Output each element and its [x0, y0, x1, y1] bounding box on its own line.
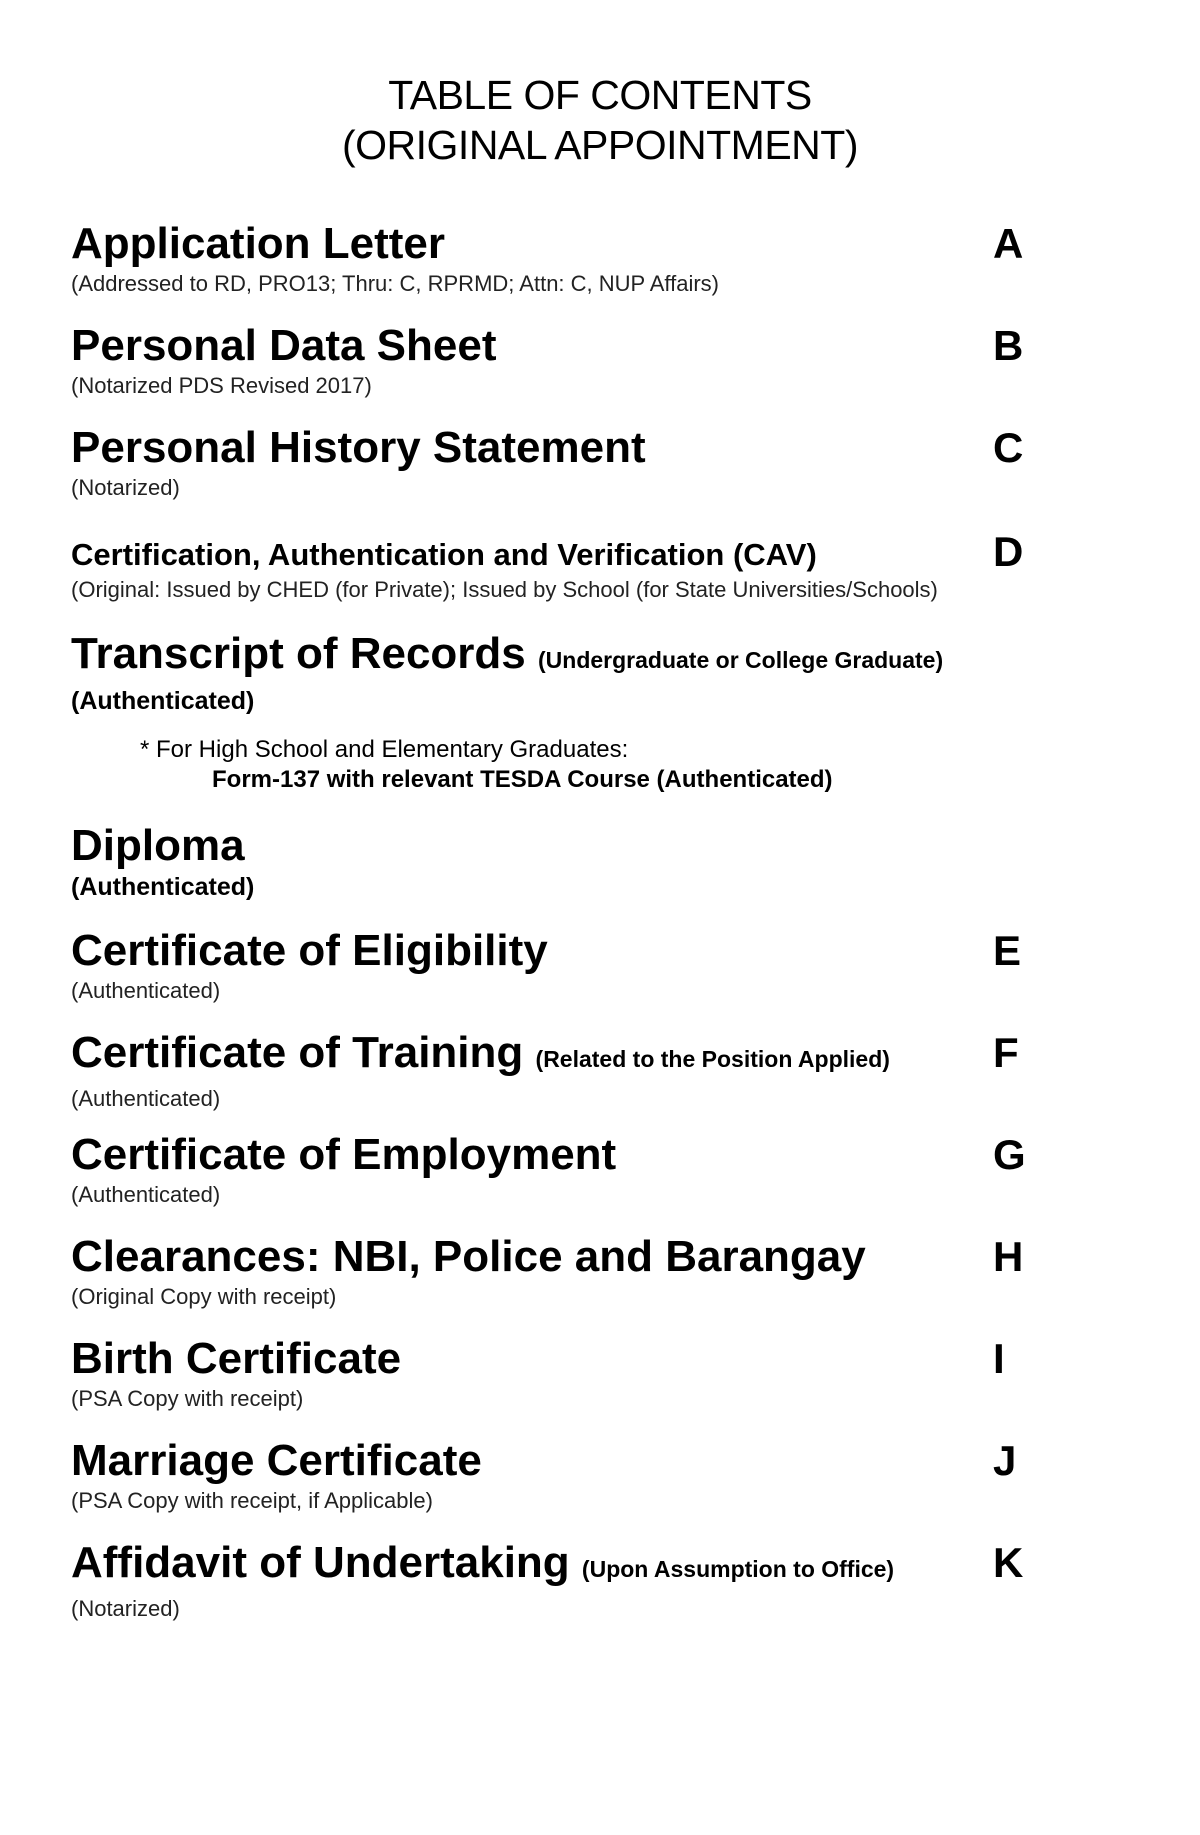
high-school-note — [140, 735, 1040, 795]
entry-note: (Original Copy with receipt) — [71, 1284, 337, 1309]
entry-note: (Authenticated) — [71, 1182, 221, 1207]
entry-heading-text: Transcript of Records — [71, 629, 526, 678]
tab-letter: K — [993, 1539, 1024, 1586]
toc-entry-cav — [71, 534, 1071, 604]
tab-letter: C — [993, 424, 1024, 471]
entry-note: (Addressed to RD, PRO13; Thru: C, RPRMD; Attn: C, NUP Affairs) — [71, 271, 719, 296]
entry-heading: Birth Certificate — [71, 1334, 402, 1383]
toc-entry-personal-data-sheet — [71, 320, 1071, 400]
entry-heading: Certificate of Eligibility — [71, 926, 548, 975]
entry-heading: Marriage Certificate — [71, 1436, 482, 1485]
toc-entry-application-letter — [71, 218, 1071, 298]
entry-heading: Personal Data Sheet — [71, 321, 497, 370]
tab-letter: D — [993, 528, 1024, 575]
tab-letter: I — [993, 1335, 1005, 1382]
entry-heading-text: Affidavit of Undertaking — [71, 1538, 570, 1587]
hs-note-line-1: * For High School and Elementary Graduates: — [140, 736, 629, 763]
entry-note: (Authenticated) — [71, 873, 255, 901]
entry-heading: Clearances: NBI, Police and Barangay — [71, 1232, 866, 1281]
tab-letter: A — [993, 220, 1024, 267]
toc-entry-diploma — [71, 820, 1071, 902]
title-line-2: (ORIGINAL APPOINTMENT) — [342, 122, 858, 168]
toc-entry-marriage-certificate — [71, 1435, 1071, 1515]
toc-entry-personal-history-statement — [71, 422, 1071, 502]
tab-letter: J — [993, 1437, 1017, 1484]
entry-heading — [71, 628, 1071, 686]
entry-heading — [71, 1537, 1071, 1595]
document-title — [0, 70, 1200, 170]
entry-heading: Certificate of Employment — [71, 1130, 617, 1179]
entry-heading: Personal History Statement — [71, 423, 646, 472]
entry-heading: Certification, Authentication and Verification (CAV) — [71, 537, 817, 572]
hs-note-line-2: Form-137 with relevant TESDA Course (Authenticated) — [212, 766, 833, 793]
toc-entry-transcript-of-records — [71, 628, 1071, 716]
toc-entry-affidavit-of-undertaking — [71, 1537, 1071, 1623]
entry-heading: Diploma — [71, 821, 245, 870]
entry-heading-text: Certificate of Training — [71, 1028, 524, 1077]
entry-note: (Authenticated) — [71, 687, 255, 715]
toc-entry-clearances — [71, 1231, 1071, 1311]
toc-entry-certificate-of-training — [71, 1027, 1071, 1113]
tab-letter: F — [993, 1029, 1019, 1076]
entry-note: (Notarized) — [71, 1596, 180, 1621]
entry-note: (Notarized) — [71, 475, 180, 500]
entry-heading: Application Letter — [71, 219, 446, 268]
toc-entry-certificate-of-employment — [71, 1129, 1071, 1209]
toc-entry-birth-certificate — [71, 1333, 1071, 1413]
tab-letter: H — [993, 1233, 1024, 1280]
entry-note: (Authenticated) — [71, 978, 221, 1003]
entry-note: (Notarized PDS Revised 2017) — [71, 373, 372, 398]
entry-inline-note: (Related to the Position Applied) — [535, 1046, 890, 1072]
entry-inline-note: (Upon Assumption to Office) — [581, 1556, 895, 1582]
entry-inline-note: (Undergraduate or College Graduate) — [538, 647, 944, 673]
entry-note: (PSA Copy with receipt) — [71, 1386, 304, 1411]
tab-letter: E — [993, 927, 1022, 974]
tab-letter: B — [993, 322, 1024, 369]
tab-letter: G — [993, 1131, 1026, 1178]
entry-heading — [71, 1027, 1071, 1085]
entry-note: (PSA Copy with receipt, if Applicable) — [71, 1488, 433, 1513]
entry-note: (Authenticated) — [71, 1086, 221, 1111]
entry-note: (Original: Issued by CHED (for Private); Issued by School (for State Universities/Schools) — [71, 577, 938, 602]
title-line-1: TABLE OF CONTENTS — [388, 72, 812, 118]
toc-entry-certificate-of-eligibility — [71, 925, 1071, 1005]
